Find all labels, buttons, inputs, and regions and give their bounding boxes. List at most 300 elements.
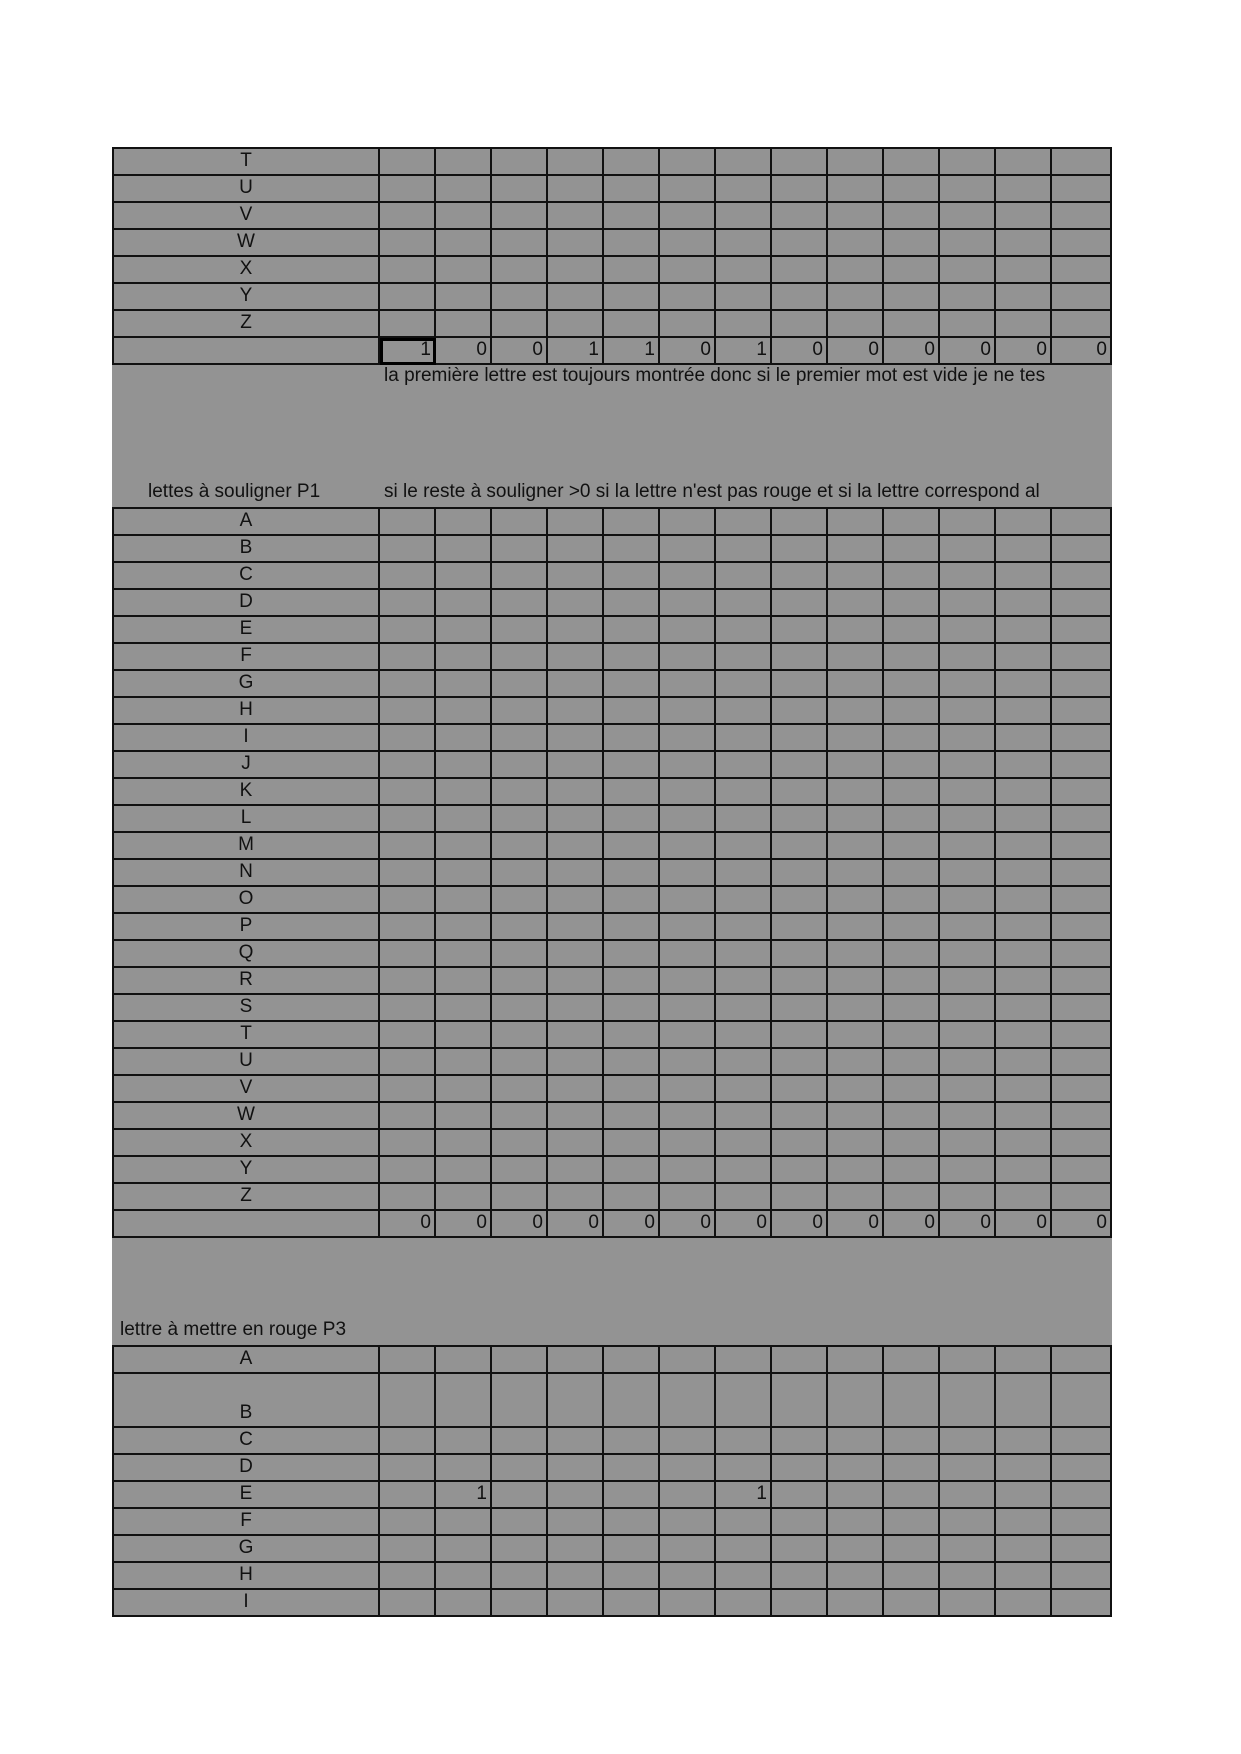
- value-cell[interactable]: [492, 779, 548, 806]
- value-cell[interactable]: [828, 860, 884, 887]
- value-cell[interactable]: [772, 887, 828, 914]
- value-cell[interactable]: 0: [996, 338, 1052, 365]
- value-cell[interactable]: [380, 1076, 436, 1103]
- value-cell[interactable]: [940, 1076, 996, 1103]
- value-cell[interactable]: [996, 1103, 1052, 1130]
- value-cell[interactable]: [940, 203, 996, 230]
- value-cell[interactable]: [604, 176, 660, 203]
- value-cell[interactable]: [1052, 833, 1112, 860]
- value-cell[interactable]: [884, 806, 940, 833]
- value-cell[interactable]: [828, 230, 884, 257]
- value-cell[interactable]: [996, 887, 1052, 914]
- value-cell[interactable]: [716, 284, 772, 311]
- value-cell[interactable]: [884, 563, 940, 590]
- row-label-cell[interactable]: U: [112, 1049, 380, 1076]
- value-cell[interactable]: [884, 1076, 940, 1103]
- value-cell[interactable]: [660, 257, 716, 284]
- value-cell[interactable]: [380, 1157, 436, 1184]
- value-cell[interactable]: [548, 1509, 604, 1536]
- value-cell[interactable]: [884, 617, 940, 644]
- row-label-cell[interactable]: B: [112, 1374, 380, 1428]
- value-cell[interactable]: [380, 1022, 436, 1049]
- value-cell[interactable]: [828, 1374, 884, 1428]
- value-cell[interactable]: [1052, 230, 1112, 257]
- value-cell[interactable]: [716, 995, 772, 1022]
- value-cell[interactable]: [996, 1184, 1052, 1211]
- value-cell[interactable]: [604, 590, 660, 617]
- value-cell[interactable]: [828, 617, 884, 644]
- value-cell[interactable]: [996, 995, 1052, 1022]
- value-cell[interactable]: [716, 644, 772, 671]
- value-cell[interactable]: [380, 1049, 436, 1076]
- value-cell[interactable]: [660, 284, 716, 311]
- value-cell[interactable]: [1052, 176, 1112, 203]
- value-cell[interactable]: [604, 1022, 660, 1049]
- value-cell[interactable]: [1052, 779, 1112, 806]
- value-cell[interactable]: [772, 284, 828, 311]
- value-cell[interactable]: 0: [492, 338, 548, 365]
- value-cell[interactable]: [436, 752, 492, 779]
- value-cell[interactable]: [660, 176, 716, 203]
- value-cell[interactable]: [660, 1049, 716, 1076]
- value-cell[interactable]: [492, 833, 548, 860]
- value-cell[interactable]: [884, 968, 940, 995]
- value-cell[interactable]: [492, 725, 548, 752]
- value-cell[interactable]: [548, 203, 604, 230]
- value-cell[interactable]: 1: [548, 338, 604, 365]
- value-cell[interactable]: [660, 536, 716, 563]
- value-cell[interactable]: [660, 1184, 716, 1211]
- value-cell[interactable]: [548, 1049, 604, 1076]
- value-cell[interactable]: [660, 752, 716, 779]
- value-cell[interactable]: [828, 914, 884, 941]
- value-cell[interactable]: [436, 1536, 492, 1563]
- value-cell[interactable]: 0: [940, 338, 996, 365]
- value-cell[interactable]: [436, 1076, 492, 1103]
- value-cell[interactable]: [548, 311, 604, 338]
- value-cell[interactable]: [436, 1590, 492, 1617]
- value-cell[interactable]: [604, 1590, 660, 1617]
- value-cell[interactable]: [548, 230, 604, 257]
- value-cell[interactable]: [716, 860, 772, 887]
- value-cell[interactable]: [604, 941, 660, 968]
- value-cell[interactable]: [716, 752, 772, 779]
- value-cell[interactable]: [996, 968, 1052, 995]
- value-cell[interactable]: 0: [492, 1211, 548, 1238]
- value-cell[interactable]: [492, 1130, 548, 1157]
- value-cell[interactable]: [380, 1130, 436, 1157]
- value-cell[interactable]: [996, 833, 1052, 860]
- value-cell[interactable]: [716, 671, 772, 698]
- row-label-cell[interactable]: O: [112, 887, 380, 914]
- value-cell[interactable]: [380, 563, 436, 590]
- row-label-cell[interactable]: T: [112, 149, 380, 176]
- value-cell[interactable]: [996, 176, 1052, 203]
- value-cell[interactable]: [604, 1374, 660, 1428]
- value-cell[interactable]: [380, 203, 436, 230]
- value-cell[interactable]: [492, 1184, 548, 1211]
- value-cell[interactable]: [380, 1563, 436, 1590]
- value-cell[interactable]: [1052, 509, 1112, 536]
- value-cell[interactable]: [436, 563, 492, 590]
- value-cell[interactable]: [940, 509, 996, 536]
- row-label-cell[interactable]: W: [112, 230, 380, 257]
- value-cell[interactable]: [1052, 671, 1112, 698]
- value-cell[interactable]: 0: [828, 338, 884, 365]
- value-cell[interactable]: [828, 833, 884, 860]
- value-cell[interactable]: [772, 203, 828, 230]
- value-cell[interactable]: [940, 230, 996, 257]
- value-cell[interactable]: [1052, 941, 1112, 968]
- value-cell[interactable]: [548, 1428, 604, 1455]
- value-cell[interactable]: [996, 1428, 1052, 1455]
- value-cell[interactable]: [772, 1184, 828, 1211]
- value-cell[interactable]: [436, 725, 492, 752]
- value-cell[interactable]: [380, 887, 436, 914]
- value-cell[interactable]: 1: [436, 1482, 492, 1509]
- value-cell[interactable]: [1052, 1536, 1112, 1563]
- value-cell[interactable]: [436, 1184, 492, 1211]
- value-cell[interactable]: [492, 1157, 548, 1184]
- value-cell[interactable]: [1052, 968, 1112, 995]
- value-cell[interactable]: 0: [380, 1211, 436, 1238]
- value-cell[interactable]: [380, 968, 436, 995]
- value-cell[interactable]: [884, 1455, 940, 1482]
- value-cell[interactable]: [772, 860, 828, 887]
- value-cell[interactable]: [772, 833, 828, 860]
- value-cell[interactable]: [492, 617, 548, 644]
- value-cell[interactable]: [380, 1103, 436, 1130]
- value-cell[interactable]: [436, 995, 492, 1022]
- value-cell[interactable]: 0: [660, 1211, 716, 1238]
- value-cell[interactable]: [1052, 1428, 1112, 1455]
- value-cell[interactable]: [940, 1130, 996, 1157]
- value-cell[interactable]: [660, 806, 716, 833]
- value-cell[interactable]: [1052, 1590, 1112, 1617]
- value-cell[interactable]: [996, 860, 1052, 887]
- value-cell[interactable]: [940, 536, 996, 563]
- value-cell[interactable]: [436, 311, 492, 338]
- value-cell[interactable]: [996, 590, 1052, 617]
- value-cell[interactable]: [828, 968, 884, 995]
- value-cell[interactable]: [828, 995, 884, 1022]
- value-cell[interactable]: [548, 1482, 604, 1509]
- value-cell[interactable]: [436, 779, 492, 806]
- value-cell[interactable]: [660, 1428, 716, 1455]
- value-cell[interactable]: [380, 1455, 436, 1482]
- value-cell[interactable]: [1052, 752, 1112, 779]
- value-cell[interactable]: [380, 149, 436, 176]
- row-label-cell[interactable]: T: [112, 1022, 380, 1049]
- row-label-cell[interactable]: [112, 1211, 380, 1238]
- value-cell[interactable]: [548, 1103, 604, 1130]
- value-cell[interactable]: [772, 1509, 828, 1536]
- value-cell[interactable]: [716, 149, 772, 176]
- value-cell[interactable]: [996, 1076, 1052, 1103]
- value-cell[interactable]: [380, 617, 436, 644]
- value-cell[interactable]: [996, 1455, 1052, 1482]
- value-cell[interactable]: [1052, 860, 1112, 887]
- value-cell[interactable]: [660, 1590, 716, 1617]
- row-label-cell[interactable]: A: [112, 1347, 380, 1374]
- value-cell[interactable]: [884, 1347, 940, 1374]
- value-cell[interactable]: [380, 914, 436, 941]
- value-cell[interactable]: [604, 1482, 660, 1509]
- value-cell[interactable]: [716, 590, 772, 617]
- value-cell[interactable]: [492, 311, 548, 338]
- value-cell[interactable]: [772, 806, 828, 833]
- row-label-cell[interactable]: A: [112, 509, 380, 536]
- value-cell[interactable]: [996, 284, 1052, 311]
- value-cell[interactable]: [436, 1130, 492, 1157]
- value-cell[interactable]: [436, 257, 492, 284]
- value-cell[interactable]: [996, 257, 1052, 284]
- value-cell[interactable]: [660, 860, 716, 887]
- row-label-cell[interactable]: C: [112, 1428, 380, 1455]
- value-cell[interactable]: [884, 1563, 940, 1590]
- value-cell[interactable]: [436, 617, 492, 644]
- value-cell[interactable]: [548, 995, 604, 1022]
- value-cell[interactable]: [1052, 1049, 1112, 1076]
- value-cell[interactable]: [492, 941, 548, 968]
- value-cell[interactable]: [492, 752, 548, 779]
- value-cell[interactable]: [1052, 1184, 1112, 1211]
- value-cell[interactable]: [884, 752, 940, 779]
- value-cell[interactable]: [380, 257, 436, 284]
- value-cell[interactable]: [940, 284, 996, 311]
- value-cell[interactable]: [772, 311, 828, 338]
- value-cell[interactable]: [884, 203, 940, 230]
- row-label-cell[interactable]: Y: [112, 284, 380, 311]
- value-cell[interactable]: [436, 230, 492, 257]
- value-cell[interactable]: [828, 257, 884, 284]
- value-cell[interactable]: [604, 671, 660, 698]
- value-cell[interactable]: [660, 1509, 716, 1536]
- value-cell[interactable]: [996, 725, 1052, 752]
- value-cell[interactable]: [996, 914, 1052, 941]
- value-cell[interactable]: [660, 671, 716, 698]
- value-cell[interactable]: [940, 1455, 996, 1482]
- value-cell[interactable]: 0: [996, 1211, 1052, 1238]
- value-cell[interactable]: [884, 1509, 940, 1536]
- value-cell[interactable]: [380, 941, 436, 968]
- value-cell[interactable]: [828, 536, 884, 563]
- value-cell[interactable]: [772, 1076, 828, 1103]
- value-cell[interactable]: [1052, 149, 1112, 176]
- value-cell[interactable]: [660, 968, 716, 995]
- value-cell[interactable]: [996, 617, 1052, 644]
- value-cell[interactable]: [660, 1563, 716, 1590]
- value-cell[interactable]: [828, 779, 884, 806]
- value-cell[interactable]: [548, 887, 604, 914]
- value-cell[interactable]: [436, 1157, 492, 1184]
- value-cell[interactable]: [660, 1157, 716, 1184]
- value-cell[interactable]: [996, 779, 1052, 806]
- value-cell[interactable]: [772, 1482, 828, 1509]
- value-cell[interactable]: [940, 1347, 996, 1374]
- value-cell[interactable]: [716, 536, 772, 563]
- value-cell[interactable]: [436, 1049, 492, 1076]
- value-cell[interactable]: [436, 1455, 492, 1482]
- value-cell[interactable]: [548, 1563, 604, 1590]
- value-cell[interactable]: [772, 779, 828, 806]
- row-label-cell[interactable]: C: [112, 563, 380, 590]
- value-cell[interactable]: [1052, 1509, 1112, 1536]
- value-cell[interactable]: [940, 833, 996, 860]
- value-cell[interactable]: [828, 1509, 884, 1536]
- value-cell[interactable]: [492, 1374, 548, 1428]
- value-cell[interactable]: [1052, 644, 1112, 671]
- value-cell[interactable]: [940, 176, 996, 203]
- value-cell[interactable]: [716, 1374, 772, 1428]
- value-cell[interactable]: [660, 725, 716, 752]
- value-cell[interactable]: [548, 1455, 604, 1482]
- value-cell[interactable]: [604, 752, 660, 779]
- row-label-cell[interactable]: H: [112, 698, 380, 725]
- value-cell[interactable]: 0: [1052, 338, 1112, 365]
- value-cell[interactable]: [660, 1022, 716, 1049]
- value-cell[interactable]: [436, 284, 492, 311]
- value-cell[interactable]: [996, 1049, 1052, 1076]
- value-cell[interactable]: 0: [772, 338, 828, 365]
- value-cell[interactable]: [884, 860, 940, 887]
- value-cell[interactable]: [996, 698, 1052, 725]
- row-label-cell[interactable]: Y: [112, 1157, 380, 1184]
- value-cell[interactable]: [772, 725, 828, 752]
- value-cell[interactable]: [940, 617, 996, 644]
- value-cell[interactable]: [436, 1347, 492, 1374]
- value-cell[interactable]: [996, 1509, 1052, 1536]
- value-cell[interactable]: [828, 887, 884, 914]
- value-cell[interactable]: [548, 1130, 604, 1157]
- value-cell[interactable]: [548, 284, 604, 311]
- value-cell[interactable]: [604, 968, 660, 995]
- value-cell[interactable]: [884, 1130, 940, 1157]
- value-cell[interactable]: 1: [716, 338, 772, 365]
- value-cell[interactable]: [716, 887, 772, 914]
- value-cell[interactable]: [716, 1590, 772, 1617]
- value-cell[interactable]: [1052, 563, 1112, 590]
- value-cell[interactable]: [1052, 284, 1112, 311]
- value-cell[interactable]: [828, 203, 884, 230]
- value-cell[interactable]: [828, 1184, 884, 1211]
- row-label-cell[interactable]: I: [112, 1590, 380, 1617]
- value-cell[interactable]: [660, 1130, 716, 1157]
- value-cell[interactable]: [884, 995, 940, 1022]
- value-cell[interactable]: [380, 671, 436, 698]
- value-cell[interactable]: [884, 941, 940, 968]
- value-cell[interactable]: [884, 779, 940, 806]
- value-cell[interactable]: [436, 1022, 492, 1049]
- value-cell[interactable]: [548, 1347, 604, 1374]
- value-cell[interactable]: [380, 1374, 436, 1428]
- value-cell[interactable]: [436, 149, 492, 176]
- value-cell[interactable]: [380, 752, 436, 779]
- value-cell[interactable]: [604, 617, 660, 644]
- value-cell[interactable]: [548, 941, 604, 968]
- value-cell[interactable]: [940, 311, 996, 338]
- value-cell[interactable]: [828, 725, 884, 752]
- value-cell[interactable]: [772, 644, 828, 671]
- value-cell[interactable]: [604, 1536, 660, 1563]
- value-cell[interactable]: [548, 1590, 604, 1617]
- value-cell[interactable]: [996, 509, 1052, 536]
- value-cell[interactable]: [436, 176, 492, 203]
- value-cell[interactable]: [996, 1482, 1052, 1509]
- value-cell[interactable]: [996, 536, 1052, 563]
- value-cell[interactable]: 0: [1052, 1211, 1112, 1238]
- value-cell[interactable]: [492, 1509, 548, 1536]
- value-cell[interactable]: [716, 779, 772, 806]
- value-cell[interactable]: [716, 833, 772, 860]
- row-label-cell[interactable]: Z: [112, 1184, 380, 1211]
- row-label-cell[interactable]: K: [112, 779, 380, 806]
- value-cell[interactable]: [772, 1590, 828, 1617]
- value-cell[interactable]: [604, 1049, 660, 1076]
- value-cell[interactable]: [772, 536, 828, 563]
- value-cell[interactable]: [772, 1103, 828, 1130]
- value-cell[interactable]: [940, 671, 996, 698]
- value-cell[interactable]: [548, 752, 604, 779]
- value-cell[interactable]: [772, 671, 828, 698]
- value-cell[interactable]: [940, 1428, 996, 1455]
- value-cell[interactable]: [940, 590, 996, 617]
- row-label-cell[interactable]: F: [112, 1509, 380, 1536]
- value-cell[interactable]: [828, 1049, 884, 1076]
- value-cell[interactable]: [884, 1590, 940, 1617]
- value-cell[interactable]: [1052, 1103, 1112, 1130]
- value-cell[interactable]: [660, 644, 716, 671]
- value-cell[interactable]: [380, 779, 436, 806]
- value-cell[interactable]: [772, 1563, 828, 1590]
- value-cell[interactable]: [884, 1374, 940, 1428]
- value-cell[interactable]: [940, 806, 996, 833]
- value-cell[interactable]: [828, 1022, 884, 1049]
- value-cell[interactable]: [716, 311, 772, 338]
- value-cell[interactable]: [604, 1509, 660, 1536]
- value-cell[interactable]: [716, 1536, 772, 1563]
- value-cell[interactable]: [716, 968, 772, 995]
- value-cell[interactable]: [604, 230, 660, 257]
- value-cell[interactable]: [772, 1347, 828, 1374]
- value-cell[interactable]: [492, 1022, 548, 1049]
- value-cell[interactable]: [828, 698, 884, 725]
- value-cell[interactable]: [940, 1374, 996, 1428]
- value-cell[interactable]: [380, 1482, 436, 1509]
- value-cell[interactable]: [716, 1347, 772, 1374]
- value-cell[interactable]: [604, 257, 660, 284]
- value-cell[interactable]: [604, 1428, 660, 1455]
- value-cell[interactable]: [492, 536, 548, 563]
- value-cell[interactable]: [380, 284, 436, 311]
- value-cell[interactable]: [492, 1103, 548, 1130]
- value-cell[interactable]: [548, 1374, 604, 1428]
- value-cell[interactable]: [492, 257, 548, 284]
- value-cell[interactable]: [436, 203, 492, 230]
- value-cell[interactable]: [940, 1103, 996, 1130]
- value-cell[interactable]: [604, 1455, 660, 1482]
- value-cell[interactable]: [828, 752, 884, 779]
- value-cell[interactable]: [716, 176, 772, 203]
- value-cell[interactable]: [716, 941, 772, 968]
- value-cell[interactable]: [828, 1157, 884, 1184]
- value-cell[interactable]: [660, 149, 716, 176]
- value-cell[interactable]: [660, 1536, 716, 1563]
- value-cell[interactable]: [604, 1347, 660, 1374]
- value-cell[interactable]: [996, 563, 1052, 590]
- value-cell[interactable]: [1052, 1022, 1112, 1049]
- value-cell[interactable]: 0: [884, 338, 940, 365]
